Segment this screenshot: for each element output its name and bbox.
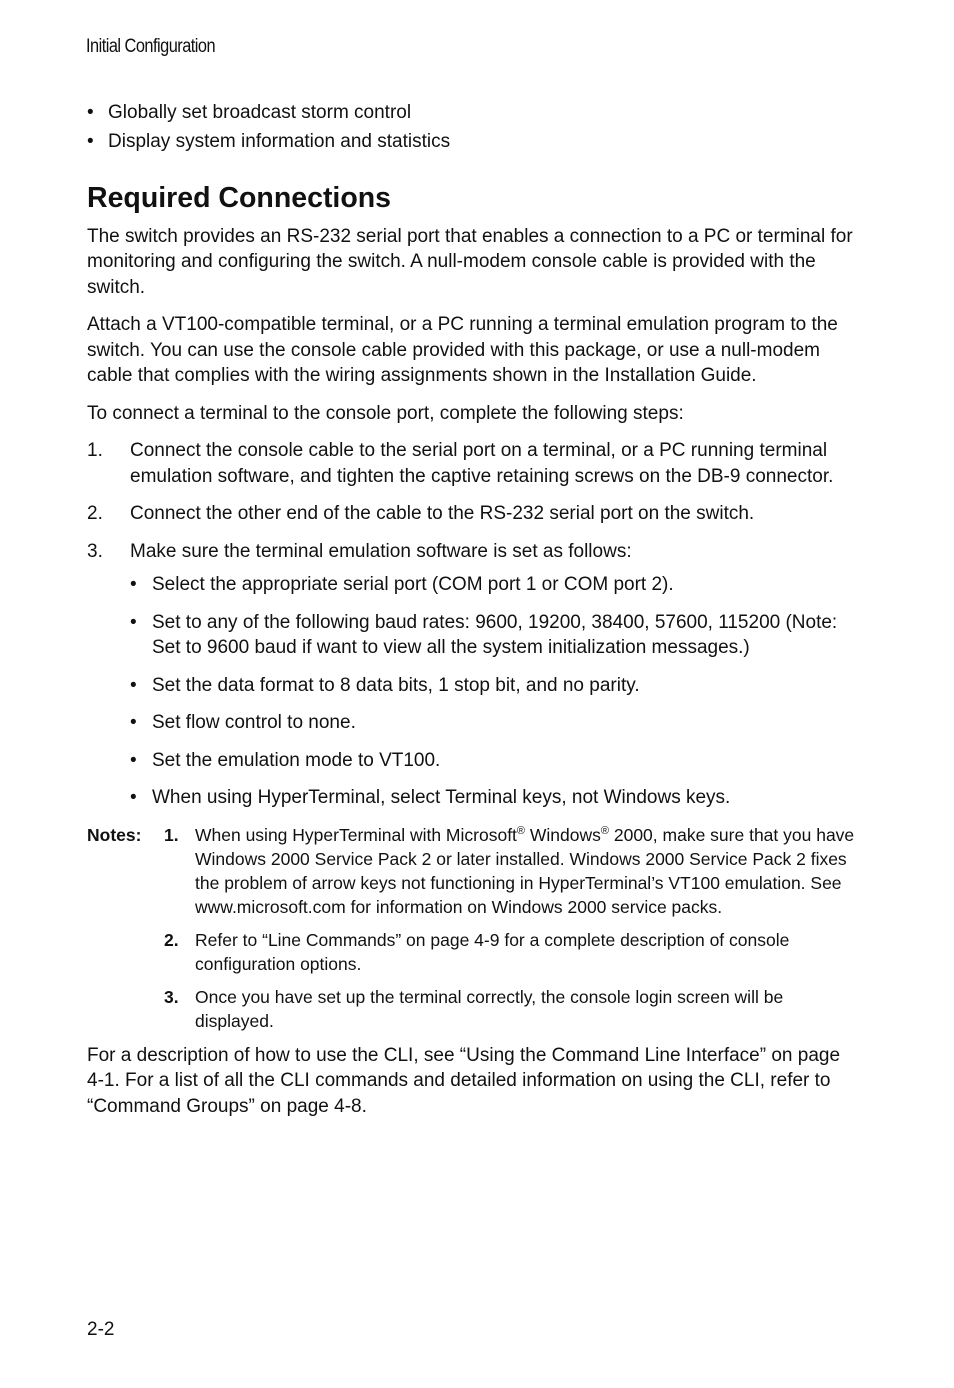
paragraph: Attach a VT100-compatible terminal, or a PC running a terminal emulation program to the switch. You can use the console cable provided with this package, or use a null-modem cable that complies with the wiring assignments shown in the Installation Guide.	[87, 314, 838, 386]
bullet-icon: •	[87, 102, 94, 123]
step-item	[87, 539, 857, 811]
bullet-icon: •	[130, 787, 137, 808]
steps-list	[87, 438, 857, 811]
list-item-text: Set flow control to none.	[152, 712, 356, 733]
step-item	[87, 501, 857, 527]
list-item-text: When using HyperTerminal, select Terminal keys, not Windows keys.	[152, 787, 731, 808]
notes-block	[87, 823, 857, 1033]
bullet-icon: •	[130, 712, 137, 733]
list-item-text: Display system information and statistics	[108, 131, 451, 152]
bullet-icon: •	[130, 674, 137, 696]
note-number: 3.	[164, 986, 179, 1007]
step-text: Connect the console cable to the serial port on a terminal, or a PC running terminal emulation software, and tighten the captive retaining screws on the DB-9 connector.	[130, 440, 834, 487]
bullet-icon: •	[130, 611, 137, 633]
list-item-text: Globally set broadcast storm control	[108, 102, 412, 123]
list-item	[87, 100, 857, 126]
intro-bullet-list	[87, 100, 857, 155]
note-text: When using HyperTerminal with Microsoft® Windows® 2000, make sure that you have Windows 2000 Service Pack 2 or later installed. Windows 2000 Service Pack 2 fixes the problem of arrow keys not functioning in HyperTerminal’s VT100 emulation. See www.microsoft.com for information on Windows 2000 service packs.	[195, 824, 855, 917]
registered-mark: ®	[600, 824, 609, 837]
notes-list	[87, 823, 857, 1033]
closing-paragraph: For a description of how to use the CLI, see “Using the Command Line Interface” on page 4-1. For a list of all the CLI commands and detailed information on using the CLI, refer to “Command Groups” on page 4-8.	[87, 1044, 841, 1117]
notes-label: Notes:	[87, 824, 142, 845]
note-number: 1.	[164, 824, 179, 845]
paragraph: The switch provides an RS-232 serial port that enables a connection to a PC or terminal for monitoring and configuring the switch. A null-modem console cable is provided with the switch.	[87, 225, 853, 298]
step3-bullet-list	[130, 572, 857, 811]
list-item	[130, 673, 857, 699]
note-text: Refer to “Line Commands” on page 4-9 for a complete description of console configuration options.	[195, 929, 790, 974]
list-item	[130, 710, 857, 736]
list-item	[87, 129, 857, 155]
note-item	[164, 823, 857, 919]
list-item-text: Set the emulation mode to VT100.	[152, 749, 441, 771]
list-item-text: Set to any of the following baud rates: 9600, 19200, 38400, 57600, 115200 (Note: Set to 9600 baud if want to view all the system initialization messages.)	[152, 611, 838, 658]
list-item-text: Set the data format to 8 data bits, 1 stop bit, and no parity.	[152, 674, 640, 696]
page-content	[87, 100, 857, 1131]
step-text: Make sure the terminal emulation software is set as follows:	[130, 540, 632, 562]
note-number: 2.	[164, 929, 179, 950]
bullet-icon: •	[130, 749, 137, 771]
step-number: 1.	[87, 440, 103, 461]
list-item	[130, 572, 857, 598]
bullet-icon: •	[87, 131, 94, 152]
step-number: 3.	[87, 540, 103, 562]
section-title: Required Connections	[87, 181, 392, 214]
step-item	[87, 438, 857, 489]
list-item	[130, 610, 857, 661]
note-item	[164, 928, 857, 976]
page-number: 2-2	[87, 1319, 115, 1340]
step-number: 2.	[87, 503, 103, 524]
list-item	[130, 748, 857, 774]
bullet-icon: •	[130, 574, 137, 595]
paragraph: To connect a terminal to the console port, complete the following steps:	[87, 402, 684, 424]
running-header: Initial Configuration	[86, 36, 216, 57]
list-item	[130, 785, 857, 811]
list-item-text: Select the appropriate serial port (COM port 1 or COM port 2).	[152, 574, 674, 595]
step-text: Connect the other end of the cable to the RS-232 serial port on the switch.	[130, 503, 755, 524]
note-text: Once you have set up the terminal correctly, the console login screen will be displayed.	[195, 986, 784, 1031]
registered-mark: ®	[516, 824, 526, 837]
note-item	[164, 985, 857, 1033]
